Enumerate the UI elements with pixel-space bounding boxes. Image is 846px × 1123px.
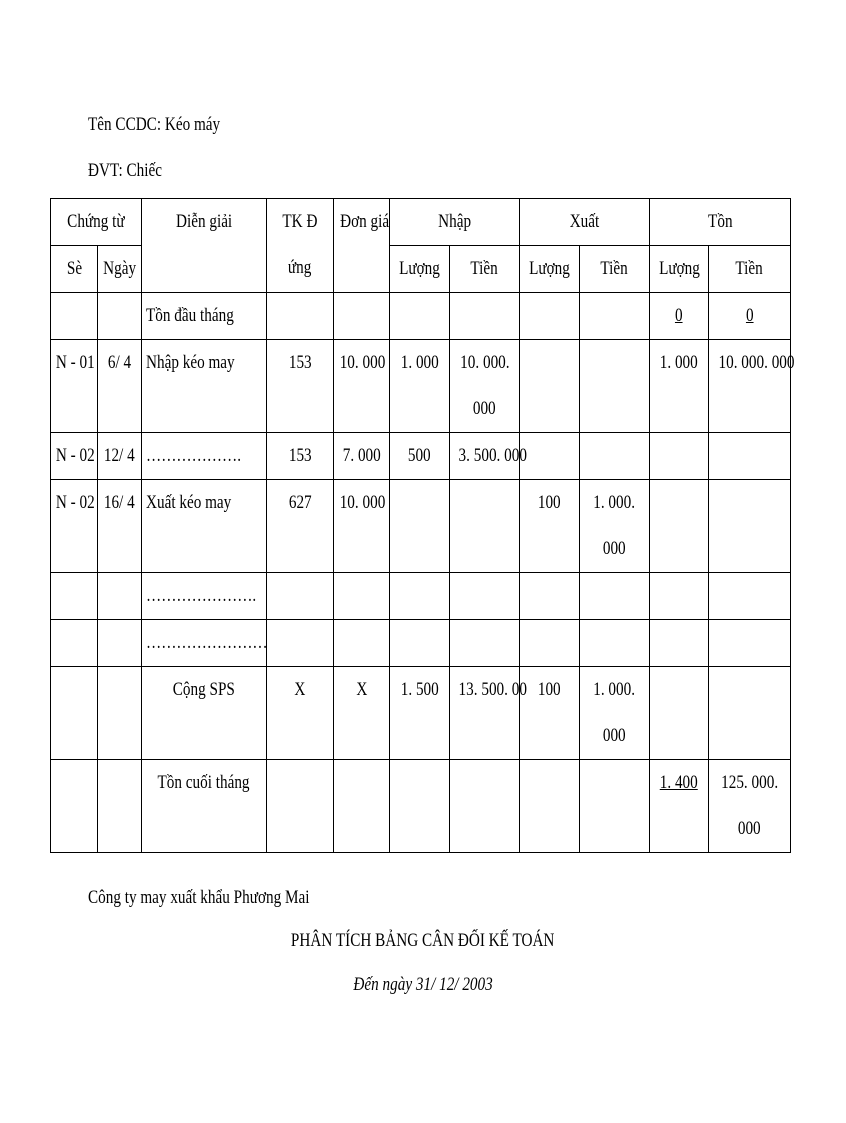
cell-xuat-tien bbox=[580, 340, 650, 433]
cell-tk: 153 bbox=[267, 433, 334, 480]
cell-don-gia bbox=[334, 573, 390, 620]
cell-ton-tien bbox=[709, 433, 791, 480]
cell-dien-giai: Cộng SPS bbox=[142, 667, 267, 760]
report-title: PHÂN TÍCH BẢNG CÂN ĐỐI KẾ TOÁN bbox=[291, 930, 555, 951]
cell-ton-luong bbox=[650, 620, 709, 667]
cell-ngay: 6/ 4 bbox=[98, 340, 142, 433]
subheader-nhap-luong: Lượng bbox=[390, 246, 450, 293]
cell-ngay bbox=[98, 667, 142, 760]
cell-nhap-tien: 3. 500. 000 bbox=[450, 433, 520, 480]
cell-xuat-luong bbox=[520, 293, 580, 340]
cell-tk: 153 bbox=[267, 340, 334, 433]
cell-ton-luong bbox=[650, 433, 709, 480]
cell-ngay bbox=[98, 620, 142, 667]
cell-xuat-luong: 100 bbox=[520, 480, 580, 573]
table-row bbox=[51, 293, 791, 340]
cell-nhap-tien: 13. 500. 00 bbox=[450, 667, 520, 760]
cell-xuat-luong: 100 bbox=[520, 667, 580, 760]
cell-nhap-tien bbox=[450, 760, 520, 853]
cell-nhap-luong: 1. 500 bbox=[390, 667, 450, 760]
cell-so bbox=[51, 760, 98, 853]
header-nhap: Nhập bbox=[390, 199, 520, 246]
cell-tk: X bbox=[267, 667, 334, 760]
cell-xuat-tien: 1. 000. 000 bbox=[580, 480, 650, 573]
cell-ngay bbox=[98, 293, 142, 340]
cell-xuat-tien bbox=[580, 293, 650, 340]
cell-nhap-luong bbox=[390, 573, 450, 620]
subheader-xuat-tien: Tiền bbox=[580, 246, 650, 293]
cell-don-gia bbox=[334, 760, 390, 853]
cell-xuat-tien bbox=[580, 573, 650, 620]
cell-so bbox=[51, 620, 98, 667]
cell-don-gia: 10. 000 bbox=[334, 340, 390, 433]
subheader-xuat-luong: Lượng bbox=[520, 246, 580, 293]
cell-ton-luong bbox=[650, 573, 709, 620]
cell-xuat-luong bbox=[520, 760, 580, 853]
inventory-ledger-table bbox=[50, 198, 795, 853]
cell-ton-luong: 1. 000 bbox=[650, 340, 709, 433]
cell-xuat-tien bbox=[580, 620, 650, 667]
cell-ton-tien bbox=[709, 480, 791, 573]
cell-tk bbox=[267, 573, 334, 620]
cell-so: N - 02 bbox=[51, 480, 98, 573]
subheader-ton-tien: Tiền bbox=[709, 246, 791, 293]
cell-xuat-tien: 1. 000. 000 bbox=[580, 667, 650, 760]
cell-ton-tien: 125. 000. 000 bbox=[709, 760, 791, 853]
table-row bbox=[51, 573, 791, 620]
cell-don-gia: X bbox=[334, 667, 390, 760]
header-xuat: Xuất bbox=[520, 199, 650, 246]
cell-dien-giai: Xuất kéo may bbox=[142, 480, 267, 573]
cell-xuat-luong bbox=[520, 620, 580, 667]
cell-xuat-luong bbox=[520, 573, 580, 620]
header-tk-doi-ung: TK Đ ứng bbox=[267, 199, 334, 293]
cell-so bbox=[51, 667, 98, 760]
subheader-ton-luong: Lượng bbox=[650, 246, 709, 293]
cell-nhap-luong: 500 bbox=[390, 433, 450, 480]
cell-dien-giai: …………………. bbox=[142, 573, 267, 620]
subheader-ngay: Ngày bbox=[98, 246, 142, 293]
tool-name-label: Tên CCDC: Kéo máy bbox=[88, 114, 221, 135]
cell-ngay: 12/ 4 bbox=[98, 433, 142, 480]
cell-xuat-tien bbox=[580, 760, 650, 853]
cell-dien-giai: …………………… bbox=[142, 620, 267, 667]
cell-ton-luong: 0 bbox=[650, 293, 709, 340]
report-date: Đến ngày 31/ 12/ 2003 bbox=[353, 974, 493, 995]
cell-so: N - 02 bbox=[51, 433, 98, 480]
cell-don-gia bbox=[334, 293, 390, 340]
cell-dien-giai: Tồn đầu tháng bbox=[142, 293, 267, 340]
cell-ton-tien: 0 bbox=[709, 293, 791, 340]
cell-ton-tien bbox=[709, 620, 791, 667]
cell-ton-tien bbox=[709, 667, 791, 760]
cell-ton-tien: 10. 000. 000 bbox=[709, 340, 791, 433]
cell-ngay: 16/ 4 bbox=[98, 480, 142, 573]
cell-xuat-tien bbox=[580, 433, 650, 480]
cell-dien-giai: ………………. bbox=[142, 433, 267, 480]
header-don-gia: Đơn giá bbox=[334, 199, 390, 293]
table-row bbox=[51, 760, 791, 853]
table-row bbox=[51, 620, 791, 667]
subheader-nhap-tien: Tiền bbox=[450, 246, 520, 293]
cell-tk: 627 bbox=[267, 480, 334, 573]
header-row-1 bbox=[51, 199, 791, 246]
cell-nhap-tien bbox=[450, 293, 520, 340]
header-ton: Tồn bbox=[650, 199, 791, 246]
company-name: Công ty may xuất khẩu Phương Mai bbox=[88, 887, 310, 908]
cell-nhap-luong: 1. 000 bbox=[390, 340, 450, 433]
cell-tk bbox=[267, 760, 334, 853]
cell-xuat-luong bbox=[520, 340, 580, 433]
cell-so: N - 01 bbox=[51, 340, 98, 433]
cell-don-gia: 7. 000 bbox=[334, 433, 390, 480]
cell-nhap-tien bbox=[450, 573, 520, 620]
cell-ton-luong bbox=[650, 667, 709, 760]
cell-so bbox=[51, 573, 98, 620]
cell-don-gia bbox=[334, 620, 390, 667]
cell-dien-giai: Tồn cuối tháng bbox=[142, 760, 267, 853]
cell-ngay bbox=[98, 760, 142, 853]
cell-ngay bbox=[98, 573, 142, 620]
table-row bbox=[51, 667, 791, 760]
cell-don-gia: 10. 000 bbox=[334, 480, 390, 573]
table-row bbox=[51, 480, 791, 573]
cell-ton-luong bbox=[650, 480, 709, 573]
subheader-so: Sè bbox=[51, 246, 98, 293]
cell-nhap-luong bbox=[390, 620, 450, 667]
cell-tk bbox=[267, 293, 334, 340]
cell-tk bbox=[267, 620, 334, 667]
unit-label: ĐVT: Chiếc bbox=[88, 160, 162, 181]
cell-ton-luong: 1. 400 bbox=[650, 760, 709, 853]
header-chung-tu: Chứng từ bbox=[51, 199, 142, 246]
cell-nhap-luong bbox=[390, 293, 450, 340]
cell-nhap-tien bbox=[450, 620, 520, 667]
cell-nhap-luong bbox=[390, 480, 450, 573]
table-row bbox=[51, 340, 791, 433]
cell-xuat-luong bbox=[520, 433, 580, 480]
cell-so bbox=[51, 293, 98, 340]
cell-dien-giai: Nhập kéo may bbox=[142, 340, 267, 433]
cell-nhap-tien: 10. 000. 000 bbox=[450, 340, 520, 433]
cell-ton-tien bbox=[709, 573, 791, 620]
cell-nhap-tien bbox=[450, 480, 520, 573]
cell-nhap-luong bbox=[390, 760, 450, 853]
header-dien-giai: Diễn giải bbox=[142, 199, 267, 293]
table-row bbox=[51, 433, 791, 480]
